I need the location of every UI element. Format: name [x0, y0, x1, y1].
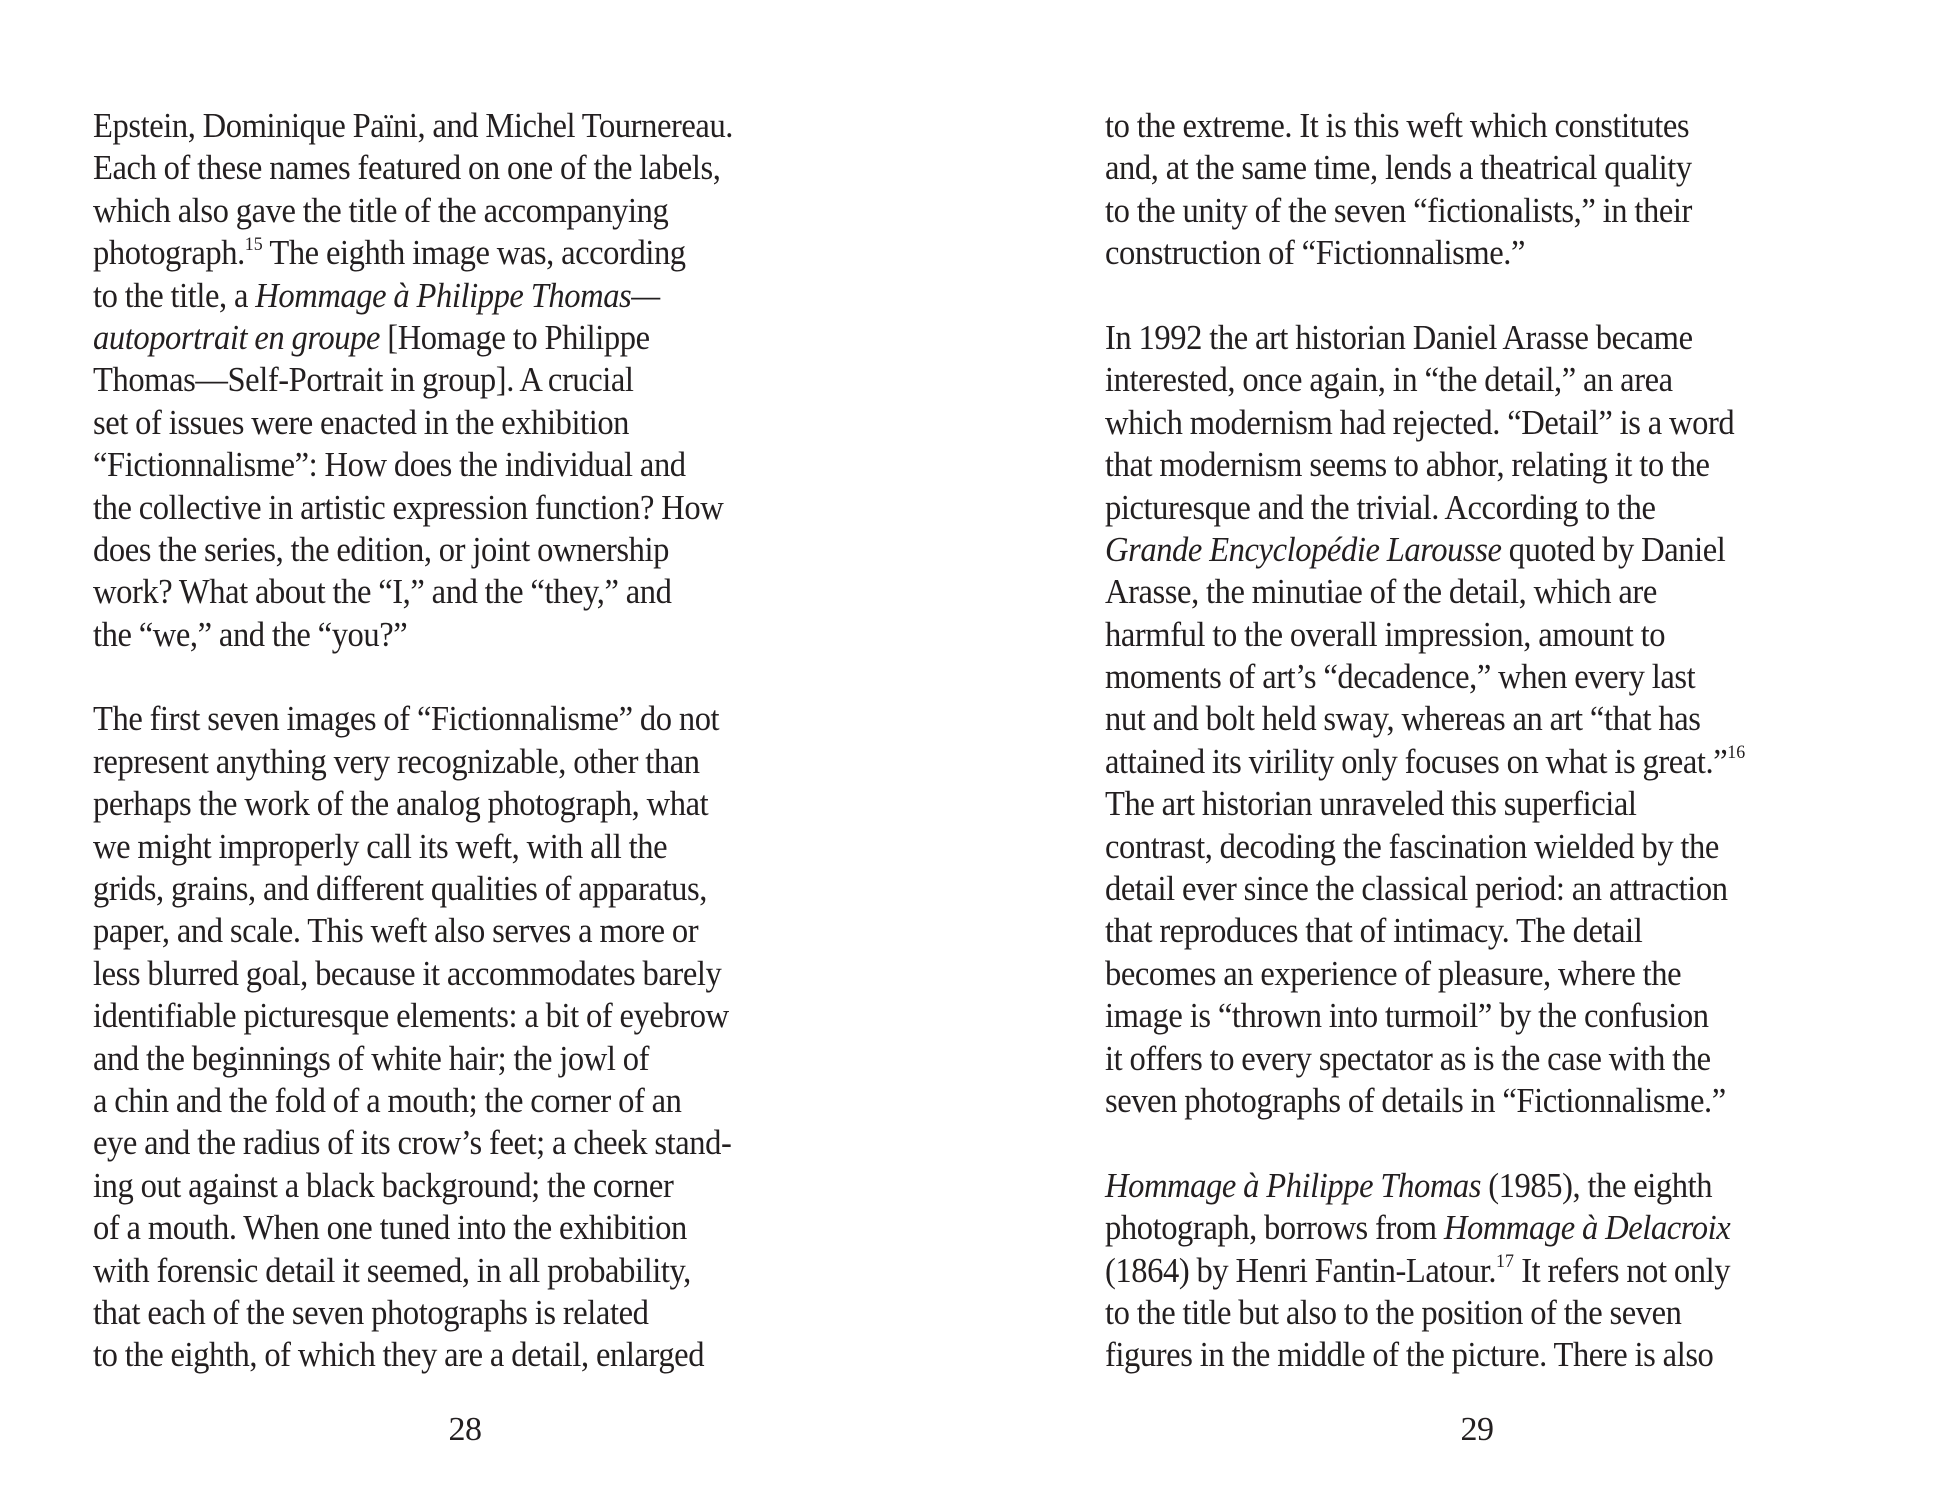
text-line — [1105, 741, 1812, 783]
text-line — [93, 1038, 800, 1080]
text-line — [93, 741, 800, 783]
text-line — [93, 487, 800, 529]
text-run: does the series, the edition, or joint ownership — [93, 529, 670, 569]
text-run: less blurred goal, because it accommodates barely — [93, 953, 722, 993]
text-run: attained its virility only focuses on what is great.” — [1105, 741, 1728, 781]
body-text-column — [93, 105, 800, 1377]
text-line — [93, 995, 800, 1037]
text-line — [1105, 868, 1812, 910]
text-run: eye and the radius of its crow’s feet; a cheek stand- — [93, 1123, 732, 1163]
text-run: (1864) by Henri Fantin-Latour. — [1105, 1250, 1497, 1290]
text-line — [93, 910, 800, 952]
text-run: grids, grains, and different qualities of apparatus, — [93, 869, 707, 909]
page-right — [970, 0, 1941, 1500]
page-number: 28 — [448, 1411, 482, 1448]
text-run: to the title but also to the position of the seven — [1105, 1292, 1682, 1332]
text-run: becomes an experience of pleasure, where the — [1105, 953, 1682, 993]
text-line — [1105, 444, 1812, 486]
text-line — [93, 1122, 800, 1164]
text-line — [1105, 1207, 1812, 1249]
text-line — [1105, 783, 1812, 825]
text-run: and, at the same time, lends a theatrical quality — [1105, 148, 1692, 188]
footnote-reference: 16 — [1727, 742, 1746, 764]
text-run: the collective in artistic expression function? How — [93, 487, 724, 527]
text-run: which modernism had rejected. “Detail” is a word — [1105, 402, 1735, 442]
text-run: The first seven images of “Fictionnalisme” do not — [93, 699, 720, 739]
text-run: that each of the seven photographs is related — [93, 1292, 649, 1332]
text-line — [1105, 529, 1812, 571]
text-line — [1105, 317, 1812, 359]
text-line — [93, 105, 800, 147]
text-run: we might improperly call its weft, with all the — [93, 826, 668, 866]
paragraph-break — [93, 656, 800, 698]
text-run: figures in the middle of the picture. There is also — [1105, 1335, 1714, 1375]
italic-title: Hommage à Philippe Thomas — [1105, 1165, 1482, 1205]
text-run: Epstein, Dominique Païni, and Michel Tournereau. — [93, 106, 734, 145]
text-run: to the unity of the seven “fictionalists,” in their — [1105, 190, 1692, 230]
text-line — [1105, 402, 1812, 444]
text-run: identifiable picturesque elements: a bit of eyebrow — [93, 996, 729, 1036]
text-line — [1105, 995, 1812, 1037]
text-run: The eighth image was, according — [262, 233, 686, 273]
text-run: a chin and the fold of a mouth; the corner of an — [93, 1080, 682, 1120]
text-run: perhaps the work of the analog photograph, what — [93, 784, 709, 824]
text-run: harmful to the overall impression, amount to — [1105, 614, 1666, 654]
text-run: that reproduces that of intimacy. The detail — [1105, 911, 1643, 951]
page-number: 29 — [1460, 1411, 1494, 1448]
text-line — [1105, 359, 1812, 401]
italic-title: Grande Encyclopédie Larousse — [1105, 529, 1502, 569]
text-run: to the title, a — [93, 275, 256, 315]
text-run: It refers not only — [1513, 1250, 1731, 1290]
text-run: “Fictionnalisme”: How does the individual and — [93, 445, 686, 485]
text-run: moments of art’s “decadence,” when every last — [1105, 657, 1696, 697]
text-line — [1105, 826, 1812, 868]
text-run: to the extreme. It is this weft which constitutes — [1105, 106, 1690, 145]
paragraph-break — [1105, 275, 1812, 317]
text-run: In 1992 the art historian Daniel Arasse became — [1105, 317, 1693, 357]
text-line — [1105, 571, 1812, 613]
text-line — [93, 1165, 800, 1207]
text-line — [93, 698, 800, 740]
text-run: detail ever since the classical period: an attraction — [1105, 869, 1728, 909]
text-line — [93, 190, 800, 232]
text-run: with forensic detail it seemed, in all probability, — [93, 1250, 691, 1290]
text-run: to the eighth, of which they are a detail, enlarged — [93, 1335, 705, 1375]
text-line — [93, 868, 800, 910]
text-line — [1105, 1165, 1812, 1207]
text-run: it offers to every spectator as is the case with the — [1105, 1038, 1711, 1078]
text-run: nut and bolt held sway, whereas an art “that has — [1105, 699, 1701, 739]
text-line — [93, 1080, 800, 1122]
text-line — [93, 953, 800, 995]
text-run: Each of these names featured on one of the labels, — [93, 148, 721, 188]
text-line — [1105, 487, 1812, 529]
text-run: The art historian unraveled this superficial — [1105, 784, 1637, 824]
text-line — [93, 232, 800, 274]
text-run: of a mouth. When one tuned into the exhibition — [93, 1208, 687, 1248]
text-run: quoted by Daniel — [1501, 529, 1726, 569]
text-run: picturesque and the trivial. According to the — [1105, 487, 1656, 527]
text-line — [93, 1334, 800, 1376]
text-line — [1105, 105, 1812, 147]
text-line — [93, 147, 800, 189]
text-line — [93, 614, 800, 656]
text-line — [93, 1250, 800, 1292]
text-run: Thomas—Self-Portrait in group]. A crucial — [93, 360, 634, 400]
text-line — [1105, 698, 1812, 740]
text-run: photograph, borrows from — [1105, 1208, 1444, 1248]
text-run: ing out against a black background; the corner — [93, 1165, 674, 1205]
text-run: Arasse, the minutiae of the detail, which are — [1105, 572, 1657, 612]
text-line — [93, 826, 800, 868]
text-run: work? What about the “I,” and the “they,” and — [93, 572, 672, 612]
text-run: paper, and scale. This weft also serves a more or — [93, 911, 699, 951]
text-line — [1105, 656, 1812, 698]
text-run: seven photographs of details in “Fictionnalisme.” — [1105, 1080, 1726, 1120]
text-line — [93, 317, 800, 359]
text-line — [93, 444, 800, 486]
footnote-reference: 17 — [1496, 1251, 1514, 1273]
text-line — [1105, 910, 1812, 952]
text-line — [1105, 1334, 1812, 1376]
text-line — [93, 359, 800, 401]
text-line — [1105, 232, 1812, 274]
paragraph-break — [1105, 1122, 1812, 1164]
page-left — [0, 0, 970, 1500]
text-line — [1105, 1250, 1812, 1292]
text-line — [1105, 190, 1812, 232]
text-run: set of issues were enacted in the exhibition — [93, 402, 630, 442]
text-run: interested, once again, in “the detail,” an area — [1105, 360, 1673, 400]
text-line — [1105, 1038, 1812, 1080]
text-line — [93, 529, 800, 571]
italic-title: Hommage à Philippe Thomas— — [255, 275, 660, 315]
text-line — [1105, 614, 1812, 656]
italic-title: Hommage à Delacroix — [1443, 1208, 1731, 1248]
text-line — [93, 1207, 800, 1249]
text-line — [1105, 1080, 1812, 1122]
text-run: [Homage to Philippe — [380, 317, 650, 357]
footnote-reference: 15 — [244, 233, 263, 255]
text-line — [93, 783, 800, 825]
text-run: contrast, decoding the fascination wielded by the — [1105, 826, 1719, 866]
text-run: the “we,” and the “you?” — [93, 614, 408, 654]
text-line — [93, 571, 800, 613]
text-line — [93, 275, 800, 317]
text-run: (1985), the eighth — [1481, 1165, 1713, 1205]
text-line — [1105, 953, 1812, 995]
text-line — [93, 402, 800, 444]
text-run: construction of “Fictionnalisme.” — [1105, 233, 1526, 273]
text-run: that modernism seems to abhor, relating it to the — [1105, 445, 1710, 485]
text-run: and the beginnings of white hair; the jowl of — [93, 1038, 649, 1078]
text-run: which also gave the title of the accompanying — [93, 190, 669, 230]
body-text-column — [1105, 105, 1812, 1377]
italic-title: autoportrait en groupe — [93, 317, 381, 357]
text-line — [93, 1292, 800, 1334]
text-line — [1105, 1292, 1812, 1334]
text-line — [1105, 147, 1812, 189]
text-run: represent anything very recognizable, other than — [93, 741, 700, 781]
text-run: photograph. — [93, 233, 245, 273]
text-run: image is “thrown into turmoil” by the confusion — [1105, 996, 1709, 1036]
